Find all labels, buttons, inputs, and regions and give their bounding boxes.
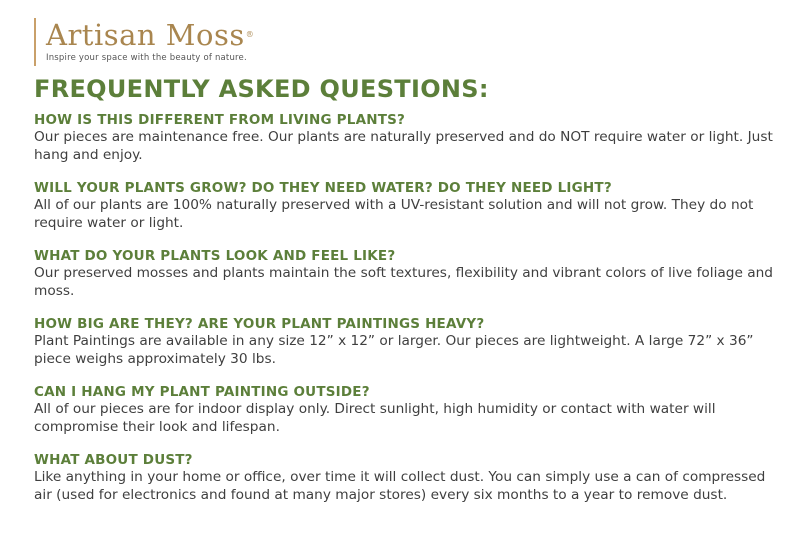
- faq-answer: Our pieces are maintenance free. Our plants are naturally preserved and do NOT require water or light. Just hang and enjoy.: [34, 129, 773, 163]
- brand-tagline: Inspire your space with the beauty of nature.: [46, 53, 247, 63]
- faq-item: [34, 180, 774, 232]
- faq-question: HOW BIG ARE THEY? ARE YOUR PLANT PAINTINGS HEAVY?: [34, 316, 485, 332]
- faq-item: [34, 112, 774, 164]
- faq-item: [34, 316, 774, 368]
- faq-question: CAN I HANG MY PLANT PAINTING OUTSIDE?: [34, 384, 370, 400]
- faq-question: HOW IS THIS DIFFERENT FROM LIVING PLANTS?: [34, 112, 406, 128]
- faq-list: [34, 112, 774, 520]
- faq-question: WHAT ABOUT DUST?: [34, 452, 193, 468]
- faq-item: [34, 452, 774, 504]
- faq-question: WILL YOUR PLANTS GROW? DO THEY NEED WATER? DO THEY NEED LIGHT?: [34, 180, 612, 196]
- faq-answer: All of our pieces are for indoor display only. Direct sunlight, high humidity or contact with water will compromise their look and lifespan.: [34, 401, 716, 435]
- page-title: FREQUENTLY ASKED QUESTIONS:: [34, 75, 489, 103]
- faq-answer: Like anything in your home or office, over time it will collect dust. You can simply use a can of compressed air (used for electronics and found at many major stores) every six months to a year to remove dust.: [34, 469, 766, 503]
- brand-name: [46, 18, 254, 52]
- brand-name-text: Artisan Moss: [46, 18, 245, 52]
- faq-question: WHAT DO YOUR PLANTS LOOK AND FEEL LIKE?: [34, 248, 396, 264]
- faq-item: [34, 248, 774, 300]
- faq-answer: All of our plants are 100% naturally preserved with a UV-resistant solution and will not grow. They do not require water or light.: [34, 197, 754, 231]
- brand-logo: [34, 18, 254, 66]
- registered-mark: ®: [245, 30, 255, 39]
- faq-item: [34, 384, 774, 436]
- faq-answer: Plant Paintings are available in any size 12” x 12” or larger. Our pieces are lightweight. A large 72” x 36” piece weighs approximately 30 lbs.: [34, 333, 754, 367]
- faq-answer: Our preserved mosses and plants maintain the soft textures, flexibility and vibrant colors of live foliage and moss.: [34, 265, 773, 299]
